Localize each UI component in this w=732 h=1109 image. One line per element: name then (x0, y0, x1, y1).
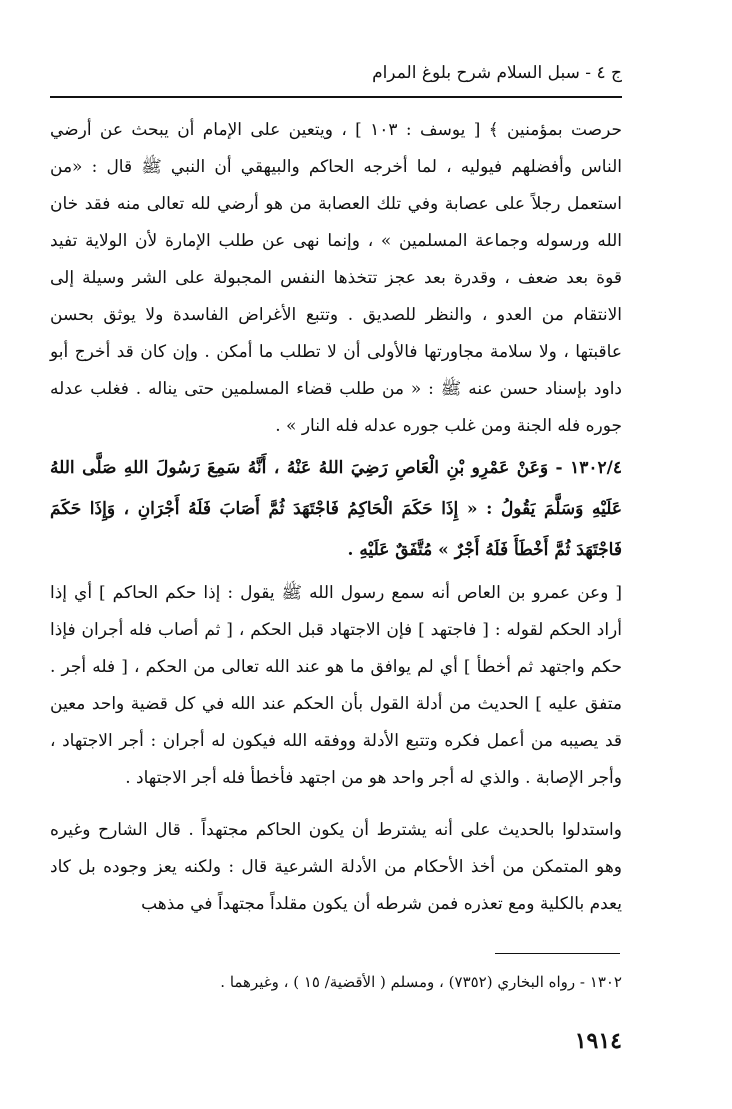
paragraph-commentary-1: حرصت بمؤمنين ﴾ [ يوسف : ١٠٣ ] ، ويتعين على الإمام أن يبحث عن أرضي الناس وأفضلهم فيوليه ، لما أخرجه الحاكم والبيهقي أن النبي ﷺ قال : «من استعمل رجلاً على عصابة وفي تلك العصابة من هو أرضي لله تعالى منه فقد خان الله ورسوله وجماعة المسلمين » ، وإنما نهى عن طلب الإمارة لأن الولاية تفيد قوة بعد ضعف ، وقدرة بعد عجز تتخذها النفس المجبولة على الشر وسيلة إلى الانتقام من العدو ، والنظر للصديق . وتتبع الأغراض الفاسدة ولا يوثق بحسن عاقبتها ، ولا سلامة مجاورتها فالأولى أن لا تطلب ما أمكن . وإن كان قد أخرج أبو داود بإسناد حسن عنه ﷺ : « من طلب قضاء المسلمين حتى يناله . فغلب عدله جوره فله الجنة ومن غلب جوره عدله فله النار » . (50, 120, 623, 436)
footnote: ١٣٠٢ - رواه البخاري (٧٣٥٢) ، ومسلم ( الأقضية/ ١٥ ) ، وغيرهما . (220, 973, 622, 991)
paragraph-commentary-3: واستدلوا بالحديث على أنه يشترط أن يكون الحاكم مجتهداً . قال الشارح وغيره وهو المتمكن من أخذ الأحكام من الأدلة الشرعية قال : ولكنه يعز وجوده بل كاد يعدم بالكلية ومع تعذره فمن شرطه أن يكون مقلداً مجتهداً في مذهب (50, 820, 622, 914)
header-rule (50, 96, 622, 98)
running-header: ج ٤ - سبل السلام شرح بلوغ المرام (372, 63, 622, 83)
footnote-rule (495, 953, 620, 954)
paragraph-commentary-2: [ وعن عمرو بن العاص أنه سمع رسول الله ﷺ يقول : إذا حكم الحاكم ] أي إذا أراد الحكم لقوله : [ فاجتهد ] فإن الاجتهاد قبل الحكم ، [ ثم أصاب فله أجران فإذا حكم واجتهد ثم أخطأ ] أي لم يوافق ما هو عند الله تعالى من الحكم ، [ فله أجر . متفق عليه ] الحديث من أدلة القول بأن الحكم عند الله في كل قضية واحد معين قد يصيبه من أعمل فكره وتتبع الأدلة ووفقه الله فيكون له أجران : أجر الاجتهاد ، وأجر الإصابة . والذي له أجر واحد هو من اجتهد فأخطأ فله أجر الاجتهاد . (50, 583, 622, 788)
hadith-text: ١٣٠٢/٤ - وَعَنْ عَمْرِو بْنِ الْعَاصِ رَضِيَ اللهُ عَنْهُ ، أَنَّهُ سَمِعَ رَسُولَ اللهِ صَلَّى اللهُ عَلَيْهِ وَسَلَّمَ يَقُولُ : « إِذَا حَكَمَ الْحَاكِمُ فَاجْتَهَدَ ثُمَّ أَصَابَ فَلَهُ أَجْرَانِ ، وَإِذَا حَكَمَ فَاجْتَهَدَ ثُمَّ أَخْطَأَ فَلَهُ أَجْرٌ » مُتَّفَقٌ عَلَيْهِ . (50, 458, 622, 560)
page-number: ١٩١٤ (574, 1028, 622, 1054)
